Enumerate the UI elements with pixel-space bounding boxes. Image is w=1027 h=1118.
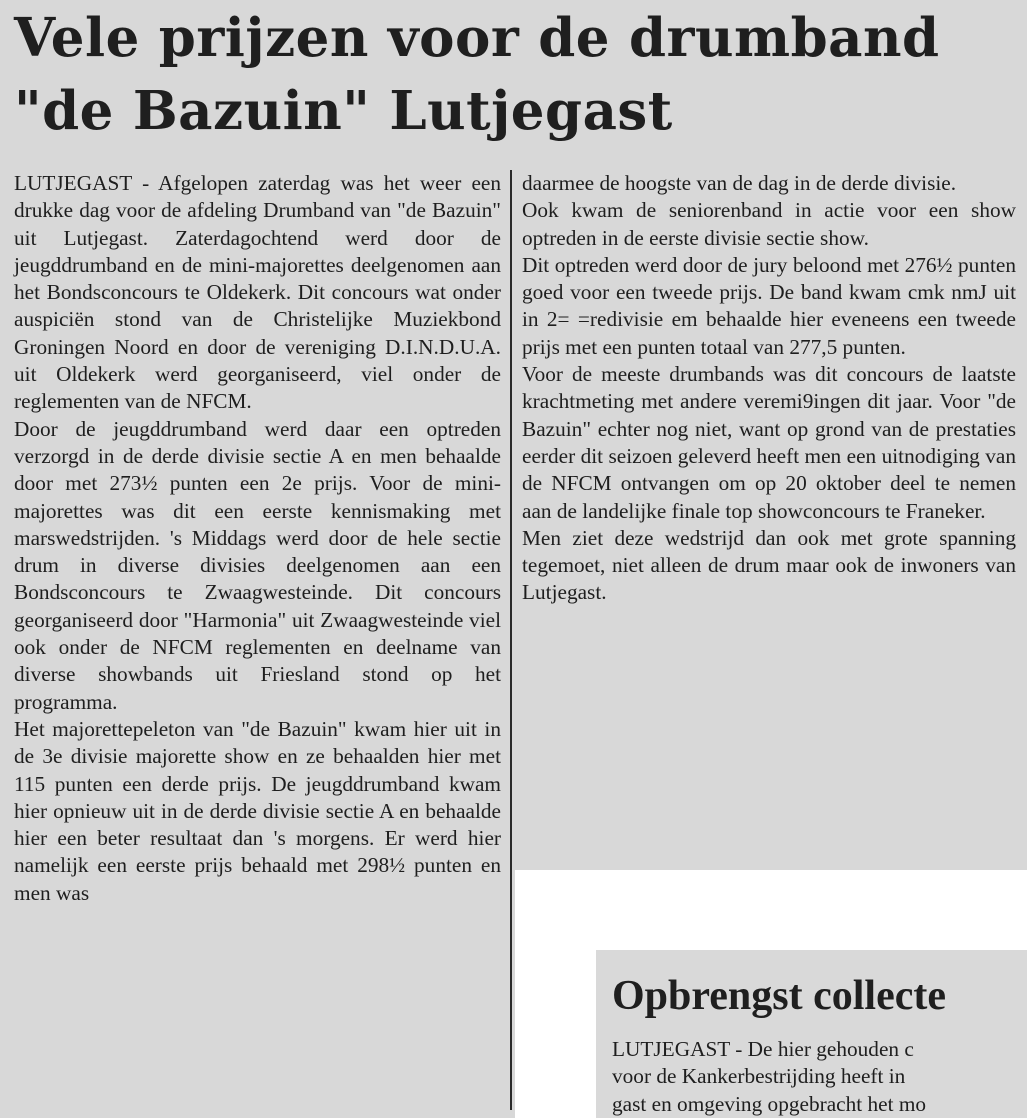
article-headline: Vele prijzen voor de drumband "de Bazuin" Lutjegast <box>14 7 940 142</box>
paragraph: daarmee de hoogste van de dag in de derde divisie. <box>522 171 957 195</box>
paragraph: Men ziet deze wedstrijd dan ook met grote spanning tegemoet, niet alleen de drum maar ook de inwoners van Lutjegast. <box>522 525 1016 605</box>
paragraph: Dit optreden werd door de jury beloond met 276½ punten goed voor een tweede prijs. De band kwam cmk nmJ uit in 2= =redivisie em behaalde hier eveneens een tweede prijs met een punten totaal van 277,5 punten. <box>522 252 1016 359</box>
paragraph: Ook kwam de seniorenband in actie voor een show optreden in de eerste divisie sectie show. <box>522 198 1016 250</box>
text-line: gast en omgeving opgebracht het mo <box>612 1091 927 1116</box>
newspaper-clipping-lower <box>0 870 515 1118</box>
second-article-headline: Opbrengst collecte <box>612 973 946 1019</box>
paragraph: Door de jeugddrumband werd daar een optreden verzorgd in de derde divisie sectie A en men behaalde door met 273½ punten een 2e prijs. Voor de mini-majorettes was dit een eerste kennismaking met marswedstrijden. 's Middags werd door de hele sectie drum in diverse divisies deelgenomen aan een Bondsconcours te Zwaagwesteinde. Dit concours georganiseerd door "Harmonia" uit Zwaagwesteinde viel ook onder de NFCM reglementen en deelname van diverse showbands uit Friesland stond op het programma. <box>14 416 501 714</box>
article-column-left <box>14 170 501 907</box>
paragraph: LUTJEGAST - Afgelopen zaterdag was het weer een drukke dag voor de afdeling Drumband van "de Bazuin" uit Lutjegast. Zaterdagochtend werd door de jeugddrumband en de mini-majorettes deelgenomen aan het Bondsconcours te Oldekerk. Dit concours wat onder auspiciën stond van de Christelijke Muziekbond Groningen Noord en door de vereniging D.I.N.D.U.A. uit Oldekerk werd georganiseerd, viel onder de reglementen van de NFCM. <box>14 171 501 414</box>
text-line: voor de Kankerbestrijding heeft in <box>612 1064 906 1089</box>
second-article-body <box>612 1036 1027 1118</box>
article-column-right <box>522 170 1016 607</box>
text-line: LUTJEGAST - De hier gehouden c <box>612 1037 914 1061</box>
paragraph: Het majorettepeleton van "de Bazuin" kwam hier uit in de 3e divisie majorette show en ze behaalden hier met 115 punten een derde prijs. De jeugddrumband kwam hier opnieuw uit in de derde divisie sectie A en behaalde hier een beter resultaat dan 's morgens. Er werd hier namelijk een eerste prijs behaald met 298½ punten en men was <box>14 716 501 905</box>
paragraph: Voor de meeste drumbands was dit concours de laatste krachtmeting met andere veremi9ingen dit jaar. Voor "de Bazuin" echter nog niet, want op grond van de prestaties eerder dit seizoen geleverd heeft men een uitnodiging van de NFCM ontvangen om op 20 oktober deel te nemen aan de landelijke finale top showconcours te Franeker. <box>522 362 1016 523</box>
column-divider <box>510 170 512 1110</box>
